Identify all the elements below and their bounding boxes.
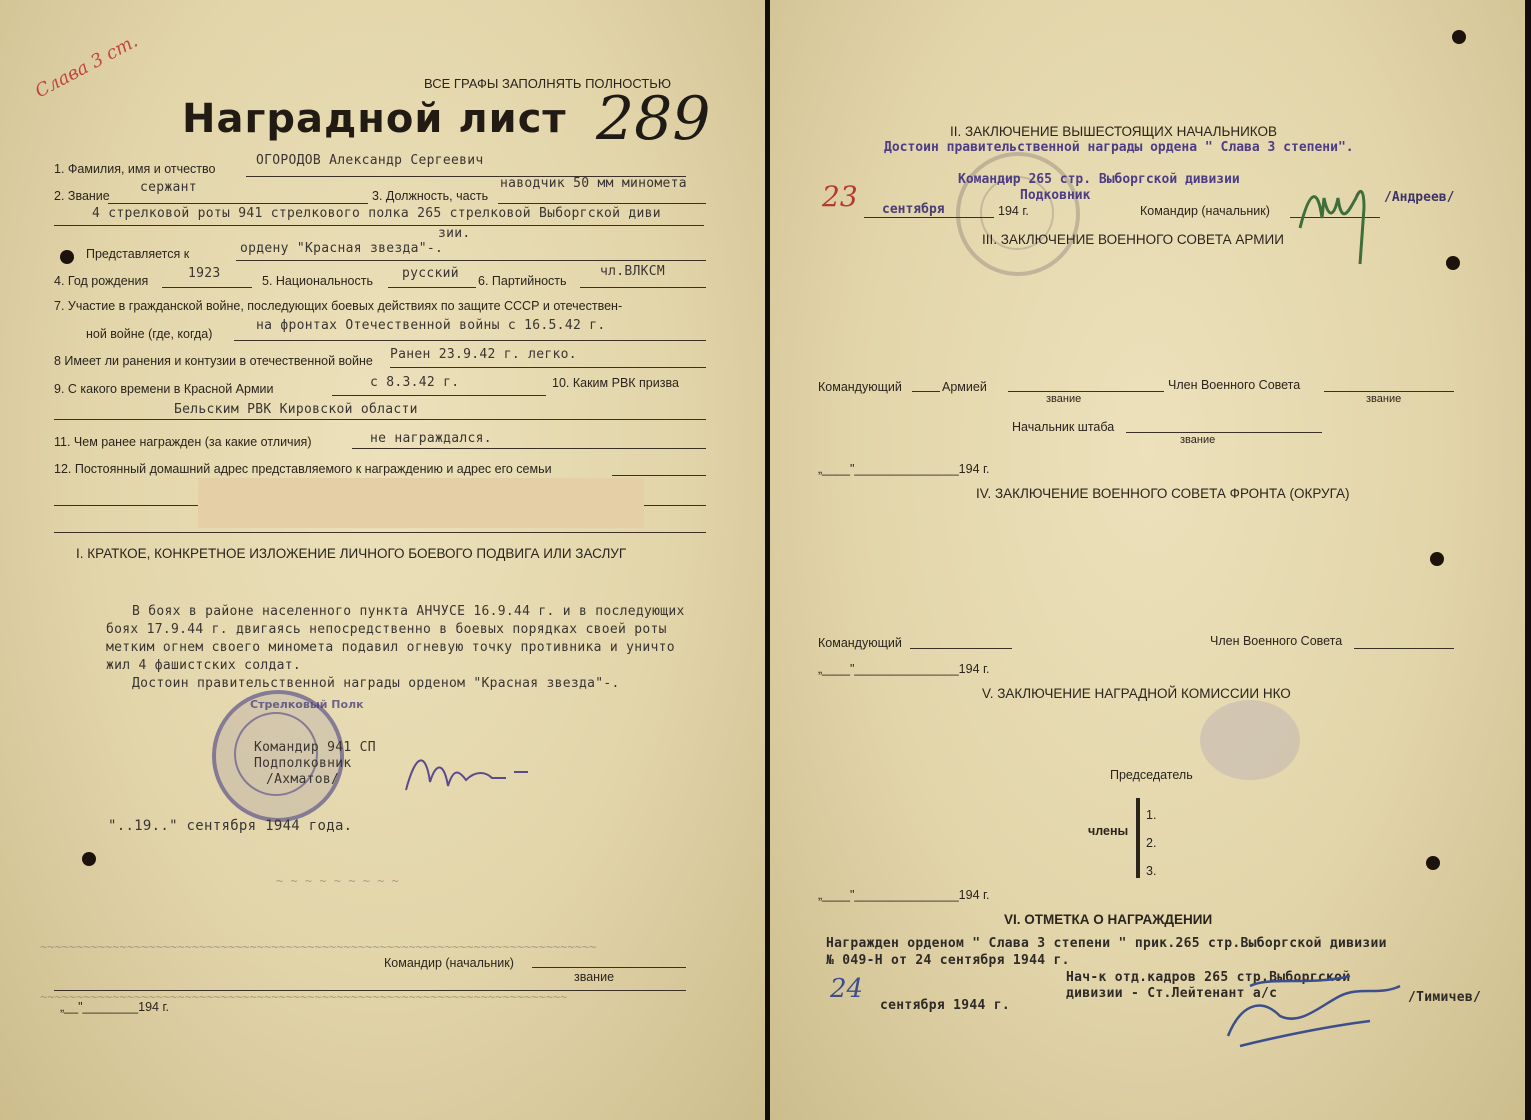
commander-signature [396, 742, 536, 802]
feat-line-1: В боях в районе населенного пункта АНЧУСЕ 16.9.44 г. и в последующих [132, 604, 685, 619]
submission-date: "..19.." сентября 1944 года. [108, 818, 353, 834]
section-2-title: II. ЗАКЛЮЧЕНИЕ ВЫШЕСТОЯЩИХ НАЧАЛЬНИКОВ [950, 124, 1278, 139]
field-name-label: 1. Фамилия, имя и отчество [54, 162, 216, 176]
section-2-commander-label: Командир (начальник) [1140, 204, 1270, 218]
section-2-name: /Андреев/ [1384, 190, 1455, 205]
field-award-label: Представляется к [86, 247, 190, 261]
section-4-title: IV. ЗАКЛЮЧЕНИЕ ВОЕННОГО СОВЕТА ФРОНТА (ОКРУГА) [976, 486, 1350, 501]
field-nationality-value: русский [402, 266, 459, 281]
section-5-date: „____"_______________194 г. [818, 888, 990, 902]
fill-instruction: ВСЕ ГРАФЫ ЗАПОЛНЯТЬ ПОЛНОСТЬЮ [424, 76, 671, 91]
section-6-day: 24 [830, 974, 864, 1004]
field-birth-value: 1923 [188, 266, 221, 281]
punch-hole [1426, 856, 1440, 870]
section-5-members-label: члены [1088, 824, 1129, 838]
section-4-commander-label: Командующий [818, 636, 902, 650]
feat-line-3: метким огнем своего миномета подавил огневую точку противника и уничто [106, 640, 675, 655]
field-position-cont2: зии. [438, 226, 471, 241]
field-service-label: 9. С какого времени в Красной Армии [54, 382, 274, 396]
section-2-rank: Подковник [1020, 188, 1091, 203]
section-4-date: „____"_______________194 г. [818, 662, 990, 676]
field-rvk-value: Бельским РВК Кировской области [174, 402, 418, 417]
section-3-date: „____"_______________194 г. [818, 462, 990, 476]
feat-line-5: Достоин правительственной награды орденом "Красная звезда"-. [132, 676, 620, 691]
commander-label: Командир (начальник) [384, 956, 514, 970]
field-rank-value: сержант [140, 180, 197, 195]
page-title: Наградной лист [182, 96, 567, 142]
section-6-date: сентября 1944 г. [880, 998, 1011, 1013]
signature-rank: Подполковник [254, 756, 352, 771]
punch-hole [1446, 256, 1460, 270]
field-wounds-value: Ранен 23.9.42 г. легко. [390, 347, 577, 362]
field-position-value: наводчик 50 мм миномета [500, 176, 687, 191]
field-rvk-label: 10. Каким РВК призва [552, 376, 679, 390]
field-awards-value: не награждался. [370, 431, 492, 446]
rank-label: звание [574, 970, 615, 984]
field-war-label: 7. Участие в гражданской войне, последующих боевых действиях по защите СССР и отечествен- [54, 299, 623, 313]
section-6-signer-1: Нач-к отд.кадров 265 стр.Выборгской [1066, 970, 1351, 985]
field-party-label: 6. Партийность [478, 274, 567, 288]
section-3-rank-label: звание [1046, 393, 1082, 405]
field-war-value: на фронтах Отечественной войны с 16.5.42 г. [256, 318, 606, 333]
division-commander-signature [1290, 168, 1400, 268]
sheet-number: 289 [596, 84, 711, 154]
field-award-value: ордену "Красная звезда"-. [240, 241, 444, 256]
field-nationality-label: 5. Национальность [262, 274, 373, 288]
bleed-through-text: ~~~~~~~~~~~~~~~~~~~~~~~~~~~~~~~~~~~~~~~~~~~~~~~~~~~~~~~~~~~~~~~~~~~~~~~~~ [40, 990, 568, 1004]
punch-hole [60, 250, 74, 264]
section-4-member-label: Член Военного Совета [1210, 634, 1343, 648]
field-position-cont: 4 стрелковой роты 941 стрелкового полка 265 стрелковой Выборгской диви [92, 206, 661, 221]
section-2-commander: Командир 265 стр. Выборгской дивизии [958, 172, 1240, 187]
bleed-through-text: ~~~~~~~~~~~~~~~~~~~~~~~~~~~~~~~~~~~~~~~~~~~~~~~~~~~~~~~~~~~~~~~~~~~~~~~~~~~~~ [40, 940, 597, 954]
field-address-label: 12. Постоянный домашний адрес представляемого к награждению и адрес его семьи [54, 462, 552, 476]
section-6-line-2: № 049-Н от 24 сентября 1944 г. [826, 953, 1070, 968]
section-3-chief-label: Начальник штаба [1012, 420, 1115, 434]
bleed-through-text: ~ ~ ~ ~ ~ ~ ~ ~ ~ [276, 874, 399, 888]
personnel-officer-signature [1210, 966, 1410, 1056]
section-3-chief-rank-label: звание [1180, 434, 1216, 446]
section-3-member-label: Член Военного Совета [1168, 378, 1301, 392]
redacted-address [198, 478, 644, 528]
section-5-chair-label: Председатель [1110, 768, 1193, 782]
faded-stamp [1200, 700, 1300, 780]
section-2-conclusion: Достоин правительственной награды ордена " Слава 3 степени". [884, 140, 1354, 155]
award-sheet-front-page [0, 0, 765, 1120]
corner-note: Слава 3 ст. [31, 30, 142, 103]
field-rank-label: 2. Звание [54, 189, 110, 203]
section-3-army-label: Армией [942, 380, 987, 394]
field-awards-label: 11. Чем ранее награжден (за какие отличия) [54, 435, 312, 449]
field-war-label-2: ной войне (где, когда) [86, 327, 213, 341]
punch-hole [82, 852, 96, 866]
section-5-member-2: 2. [1146, 836, 1157, 850]
section-3-title: III. ЗАКЛЮЧЕНИЕ ВОЕННОГО СОВЕТА АРМИИ [982, 232, 1284, 247]
section-6-title: VI. ОТМЕТКА О НАГРАЖДЕНИИ [1004, 912, 1213, 927]
award-sheet-back-page [770, 0, 1525, 1120]
section-2-year: 194 г. [998, 204, 1029, 218]
section-5-member-1: 1. [1146, 808, 1157, 822]
field-service-value: с 8.3.42 г. [370, 375, 460, 390]
section-3-member-rank-label: звание [1366, 393, 1402, 405]
field-party-value: чл.ВЛКСМ [600, 264, 666, 279]
signature-title: Командир 941 СП [254, 740, 376, 755]
section-2-month: сентября [882, 202, 945, 217]
signature-name: /Ахматов/ [266, 772, 340, 787]
section-3-commander-label: Командующий [818, 380, 902, 394]
stamp-text: Стрелковый Полк [250, 698, 364, 711]
section-5-member-3: 3. [1146, 864, 1157, 878]
field-birth-label: 4. Год рождения [54, 274, 149, 288]
field-wounds-label: 8 Имеет ли ранения и контузии в отечественной войне [54, 354, 373, 368]
field-position-label: 3. Должность, часть [372, 189, 489, 203]
field-name-value: ОГОРОДОВ Александр Сергеевич [256, 153, 484, 168]
section-6-line-1: Награжден орденом " Слава 3 степени " прик.265 стр.Выборгской дивизии [826, 936, 1387, 951]
feat-line-2: боях 17.9.44 г. двигаясь непосредственно в боевых порядках своей роты [106, 622, 667, 637]
section-2-day: 23 [822, 180, 858, 213]
punch-hole [1430, 552, 1444, 566]
punch-hole [1452, 30, 1466, 44]
section-5-title: V. ЗАКЛЮЧЕНИЕ НАГРАДНОЙ КОМИССИИ НКО [982, 686, 1291, 701]
section-6-signer-2: дивизии - Ст.Лейтенант а/с [1066, 986, 1278, 1001]
section-6-name: /Тимичев/ [1408, 990, 1482, 1005]
date-blank: „__"________194 г. [60, 1000, 169, 1014]
feat-line-4: жил 4 фашистских солдат. [106, 658, 302, 673]
feat-section-title: I. КРАТКОЕ, КОНКРЕТНОЕ ИЗЛОЖЕНИЕ ЛИЧНОГО БОЕВОГО ПОДВИГА ИЛИ ЗАСЛУГ [76, 546, 627, 561]
